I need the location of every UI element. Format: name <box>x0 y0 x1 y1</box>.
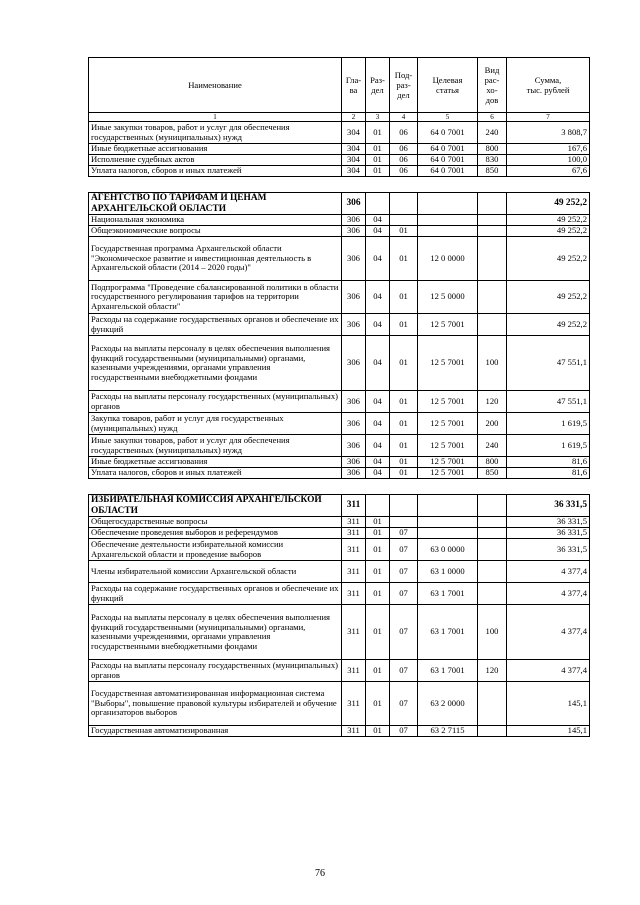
row-exp-type: 240 <box>478 122 507 144</box>
row-subsection: 07 <box>390 539 418 561</box>
row-subsection: 07 <box>390 528 418 539</box>
row-section: 01 <box>366 583 390 605</box>
column-number-row <box>89 113 590 122</box>
row-exp-type <box>478 583 507 605</box>
row-section: 01 <box>366 605 390 660</box>
header-exp-type: Вид рас- хо- дов <box>478 58 507 113</box>
row-chapter: 306 <box>342 314 366 336</box>
row-name: Национальная экономика <box>89 215 342 226</box>
row-chapter: 306 <box>342 468 366 479</box>
row-subsection: 01 <box>390 314 418 336</box>
agency-row <box>89 495 590 517</box>
row-sum: 4 377,4 <box>507 605 590 660</box>
col-number: 6 <box>478 113 507 122</box>
row-name: Иные закупки товаров, работ и услуг для обеспечения государственных (муниципальных) нужд <box>89 435 342 457</box>
row-subsection: 06 <box>390 144 418 155</box>
row-section: 01 <box>366 539 390 561</box>
row-exp-type <box>478 561 507 583</box>
row-name: Общегосударственные вопросы <box>89 517 342 528</box>
row-subsection <box>390 215 418 226</box>
row-name: Члены избирательной комиссии Архангельской области <box>89 561 342 583</box>
row-sum: 36 331,5 <box>507 539 590 561</box>
row-sum: 67,6 <box>507 166 590 177</box>
row-name: Подпрограмма "Проведение сбалансированной политики в области государственного регулирования тарифов на территории Архангельской области" <box>89 281 342 314</box>
row-sum: 49 252,2 <box>507 215 590 226</box>
header-subsection: Под- раз- дел <box>390 58 418 113</box>
row-exp-type <box>478 226 507 237</box>
table-row <box>89 144 590 155</box>
row-target: 63 1 7001 <box>418 605 478 660</box>
row-target: 12 5 0000 <box>418 281 478 314</box>
spacer-row <box>89 177 590 193</box>
row-section: 04 <box>366 226 390 237</box>
table-row <box>89 391 590 413</box>
table-row <box>89 435 590 457</box>
row-section: 01 <box>366 122 390 144</box>
row-sum: 100,0 <box>507 155 590 166</box>
table-row <box>89 660 590 682</box>
row-sum: 167,6 <box>507 144 590 155</box>
row-subsection: 07 <box>390 605 418 660</box>
row-section: 01 <box>366 660 390 682</box>
col-number: 4 <box>390 113 418 122</box>
table-row <box>89 457 590 468</box>
row-sum: 49 252,2 <box>507 314 590 336</box>
agency-code: 306 <box>342 193 366 215</box>
row-sum: 49 252,2 <box>507 281 590 314</box>
header-sum: Сумма, тыс. рублей <box>507 58 590 113</box>
table-row <box>89 281 590 314</box>
row-chapter: 306 <box>342 391 366 413</box>
row-sum: 4 377,4 <box>507 660 590 682</box>
row-name: Государственная программа Архангельской области "Экономическое развитие и инвестиционная деятельность в Архангельской области (2014 – 2020 годы)" <box>89 237 342 281</box>
row-name: Обеспечение деятельности избирательной комиссии Архангельской области и проведение выборов <box>89 539 342 561</box>
row-exp-type <box>478 314 507 336</box>
row-name: Уплата налогов, сборов и иных платежей <box>89 468 342 479</box>
row-chapter: 311 <box>342 517 366 528</box>
spacer-cell <box>89 479 590 495</box>
row-section: 01 <box>366 517 390 528</box>
row-exp-type <box>478 682 507 726</box>
table-row <box>89 155 590 166</box>
row-target: 64 0 7001 <box>418 122 478 144</box>
row-sum: 3 808,7 <box>507 122 590 144</box>
row-target <box>418 215 478 226</box>
row-subsection: 01 <box>390 237 418 281</box>
row-target: 12 5 7001 <box>418 336 478 391</box>
row-target: 63 1 7001 <box>418 660 478 682</box>
table-row <box>89 528 590 539</box>
row-exp-type: 850 <box>478 468 507 479</box>
row-subsection: 01 <box>390 413 418 435</box>
row-target: 64 0 7001 <box>418 144 478 155</box>
row-subsection: 07 <box>390 660 418 682</box>
table-row <box>89 539 590 561</box>
col-number: 5 <box>418 113 478 122</box>
row-section: 04 <box>366 413 390 435</box>
header-chapter: Гла- ва <box>342 58 366 113</box>
row-name: Обеспечение проведения выборов и референдумов <box>89 528 342 539</box>
empty-cell <box>418 495 478 517</box>
row-section: 04 <box>366 435 390 457</box>
row-exp-type <box>478 517 507 528</box>
row-section: 04 <box>366 457 390 468</box>
row-subsection: 06 <box>390 166 418 177</box>
row-target: 64 0 7001 <box>418 155 478 166</box>
table-row <box>89 122 590 144</box>
row-chapter: 304 <box>342 144 366 155</box>
row-name: Иные бюджетные ассигнования <box>89 457 342 468</box>
row-subsection: 01 <box>390 391 418 413</box>
table-row <box>89 336 590 391</box>
header-name: Наименование <box>89 58 342 113</box>
row-name: Государственная автоматизированная информационная система "Выборы", повышение правовой культуры избирателей и обучение организаторов выборов <box>89 682 342 726</box>
row-exp-type <box>478 539 507 561</box>
row-section: 01 <box>366 528 390 539</box>
table-row <box>89 561 590 583</box>
row-sum: 1 619,5 <box>507 435 590 457</box>
row-exp-type: 800 <box>478 144 507 155</box>
row-chapter: 311 <box>342 528 366 539</box>
row-target: 12 5 7001 <box>418 314 478 336</box>
budget-table-body <box>89 58 590 737</box>
row-exp-type: 800 <box>478 457 507 468</box>
row-subsection: 06 <box>390 122 418 144</box>
row-sum: 47 551,1 <box>507 336 590 391</box>
row-sum: 47 551,1 <box>507 391 590 413</box>
row-section: 04 <box>366 215 390 226</box>
row-chapter: 311 <box>342 583 366 605</box>
row-sum: 49 252,2 <box>507 226 590 237</box>
row-section: 04 <box>366 281 390 314</box>
row-section: 01 <box>366 166 390 177</box>
row-section: 01 <box>366 144 390 155</box>
row-sum: 36 331,5 <box>507 528 590 539</box>
row-exp-type: 830 <box>478 155 507 166</box>
row-chapter: 311 <box>342 561 366 583</box>
row-sum: 49 252,2 <box>507 237 590 281</box>
row-sum: 81,6 <box>507 468 590 479</box>
header-row <box>89 58 590 113</box>
row-name: Расходы на содержание государственных органов и обеспечение их функций <box>89 314 342 336</box>
table-row <box>89 517 590 528</box>
row-section: 04 <box>366 468 390 479</box>
table-row <box>89 166 590 177</box>
row-exp-type: 850 <box>478 166 507 177</box>
col-number: 1 <box>89 113 342 122</box>
row-chapter: 311 <box>342 660 366 682</box>
row-target: 12 0 0000 <box>418 237 478 281</box>
table-row <box>89 682 590 726</box>
agency-sum: 49 252,2 <box>507 193 590 215</box>
row-subsection: 07 <box>390 583 418 605</box>
row-exp-type: 240 <box>478 435 507 457</box>
row-chapter: 306 <box>342 457 366 468</box>
row-sum: 4 377,4 <box>507 561 590 583</box>
row-target: 64 0 7001 <box>418 166 478 177</box>
row-section: 01 <box>366 682 390 726</box>
table-row <box>89 583 590 605</box>
row-target: 12 5 7001 <box>418 468 478 479</box>
row-target: 12 5 7001 <box>418 435 478 457</box>
row-sum: 4 377,4 <box>507 583 590 605</box>
row-name: Расходы на выплаты персоналу в целях обеспечения выполнения функций государственными (муниципальными) органами, казенными учреждениями, органами управления государственными внебюджетными фондами <box>89 336 342 391</box>
row-chapter: 306 <box>342 435 366 457</box>
agency-code: 311 <box>342 495 366 517</box>
row-chapter: 304 <box>342 122 366 144</box>
row-sum: 145,1 <box>507 726 590 737</box>
row-section: 04 <box>366 237 390 281</box>
row-section: 01 <box>366 561 390 583</box>
row-target: 63 2 7115 <box>418 726 478 737</box>
row-chapter: 311 <box>342 539 366 561</box>
row-name: Расходы на содержание государственных органов и обеспечение их функций <box>89 583 342 605</box>
row-exp-type: 100 <box>478 336 507 391</box>
row-name: Расходы на выплаты персоналу государственных (муниципальных) органов <box>89 391 342 413</box>
row-exp-type <box>478 726 507 737</box>
row-target: 12 5 7001 <box>418 391 478 413</box>
row-exp-type: 100 <box>478 605 507 660</box>
row-subsection: 01 <box>390 468 418 479</box>
row-name: Иные закупки товаров, работ и услуг для обеспечения государственных (муниципальных) нужд <box>89 122 342 144</box>
spacer-cell <box>89 177 590 193</box>
row-subsection: 01 <box>390 226 418 237</box>
row-exp-type: 120 <box>478 660 507 682</box>
row-subsection: 06 <box>390 155 418 166</box>
page-number: 76 <box>315 868 325 879</box>
row-exp-type: 200 <box>478 413 507 435</box>
row-chapter: 306 <box>342 215 366 226</box>
row-name: Государственная автоматизированная <box>89 726 342 737</box>
empty-cell <box>390 495 418 517</box>
row-exp-type <box>478 237 507 281</box>
row-target: 63 1 7001 <box>418 583 478 605</box>
table-row <box>89 226 590 237</box>
row-section: 04 <box>366 336 390 391</box>
row-chapter: 311 <box>342 682 366 726</box>
table-row <box>89 237 590 281</box>
row-chapter: 311 <box>342 605 366 660</box>
agency-name: АГЕНТСТВО ПО ТАРИФАМ И ЦЕНАМ АРХАНГЕЛЬСКОЙ ОБЛАСТИ <box>89 193 342 215</box>
row-name: Закупка товаров, работ и услуг для государственных (муниципальных) нужд <box>89 413 342 435</box>
empty-cell <box>478 193 507 215</box>
row-sum: 1 619,5 <box>507 413 590 435</box>
table-row <box>89 314 590 336</box>
agency-name: ИЗБИРАТЕЛЬНАЯ КОМИССИЯ АРХАНГЕЛЬСКОЙ ОБЛАСТИ <box>89 495 342 517</box>
col-number: 3 <box>366 113 390 122</box>
row-subsection: 01 <box>390 281 418 314</box>
empty-cell <box>366 193 390 215</box>
spacer-row <box>89 479 590 495</box>
agency-row <box>89 193 590 215</box>
row-name: Иные бюджетные ассигнования <box>89 144 342 155</box>
row-chapter: 306 <box>342 281 366 314</box>
row-sum: 81,6 <box>507 457 590 468</box>
row-chapter: 306 <box>342 413 366 435</box>
row-subsection: 01 <box>390 435 418 457</box>
empty-cell <box>366 495 390 517</box>
row-name: Исполнение судебных актов <box>89 155 342 166</box>
row-target <box>418 226 478 237</box>
empty-cell <box>418 193 478 215</box>
header-section: Раз- дел <box>366 58 390 113</box>
row-exp-type <box>478 215 507 226</box>
table-row <box>89 468 590 479</box>
row-section: 01 <box>366 726 390 737</box>
row-name: Расходы на выплаты персоналу государственных (муниципальных) органов <box>89 660 342 682</box>
row-chapter: 304 <box>342 166 366 177</box>
row-subsection <box>390 517 418 528</box>
row-chapter: 311 <box>342 726 366 737</box>
row-target <box>418 517 478 528</box>
agency-sum: 36 331,5 <box>507 495 590 517</box>
row-section: 04 <box>366 314 390 336</box>
table-row <box>89 215 590 226</box>
row-sum: 36 331,5 <box>507 517 590 528</box>
row-name: Расходы на выплаты персоналу в целях обеспечения выполнения функций государственными (муниципальными) органами, казенными учреждениями, органами управления государственными внебюджетными фондами <box>89 605 342 660</box>
row-exp-type: 120 <box>478 391 507 413</box>
row-exp-type <box>478 528 507 539</box>
budget-table <box>88 57 590 737</box>
row-sum: 145,1 <box>507 682 590 726</box>
row-target <box>418 528 478 539</box>
row-chapter: 306 <box>342 226 366 237</box>
row-target: 63 0 0000 <box>418 539 478 561</box>
table-row <box>89 413 590 435</box>
row-target: 63 1 0000 <box>418 561 478 583</box>
row-name: Общеэкономические вопросы <box>89 226 342 237</box>
empty-cell <box>390 193 418 215</box>
header-target: Целевая статья <box>418 58 478 113</box>
table-row <box>89 605 590 660</box>
row-subsection: 07 <box>390 726 418 737</box>
row-subsection: 01 <box>390 457 418 468</box>
row-section: 01 <box>366 155 390 166</box>
row-target: 12 5 7001 <box>418 413 478 435</box>
row-target: 63 2 0000 <box>418 682 478 726</box>
table-row <box>89 726 590 737</box>
row-subsection: 07 <box>390 682 418 726</box>
row-chapter: 306 <box>342 237 366 281</box>
row-chapter: 304 <box>342 155 366 166</box>
col-number: 7 <box>507 113 590 122</box>
row-chapter: 306 <box>342 336 366 391</box>
row-section: 04 <box>366 391 390 413</box>
empty-cell <box>478 495 507 517</box>
col-number: 2 <box>342 113 366 122</box>
row-subsection: 07 <box>390 561 418 583</box>
row-target: 12 5 7001 <box>418 457 478 468</box>
row-name: Уплата налогов, сборов и иных платежей <box>89 166 342 177</box>
row-exp-type <box>478 281 507 314</box>
row-subsection: 01 <box>390 336 418 391</box>
